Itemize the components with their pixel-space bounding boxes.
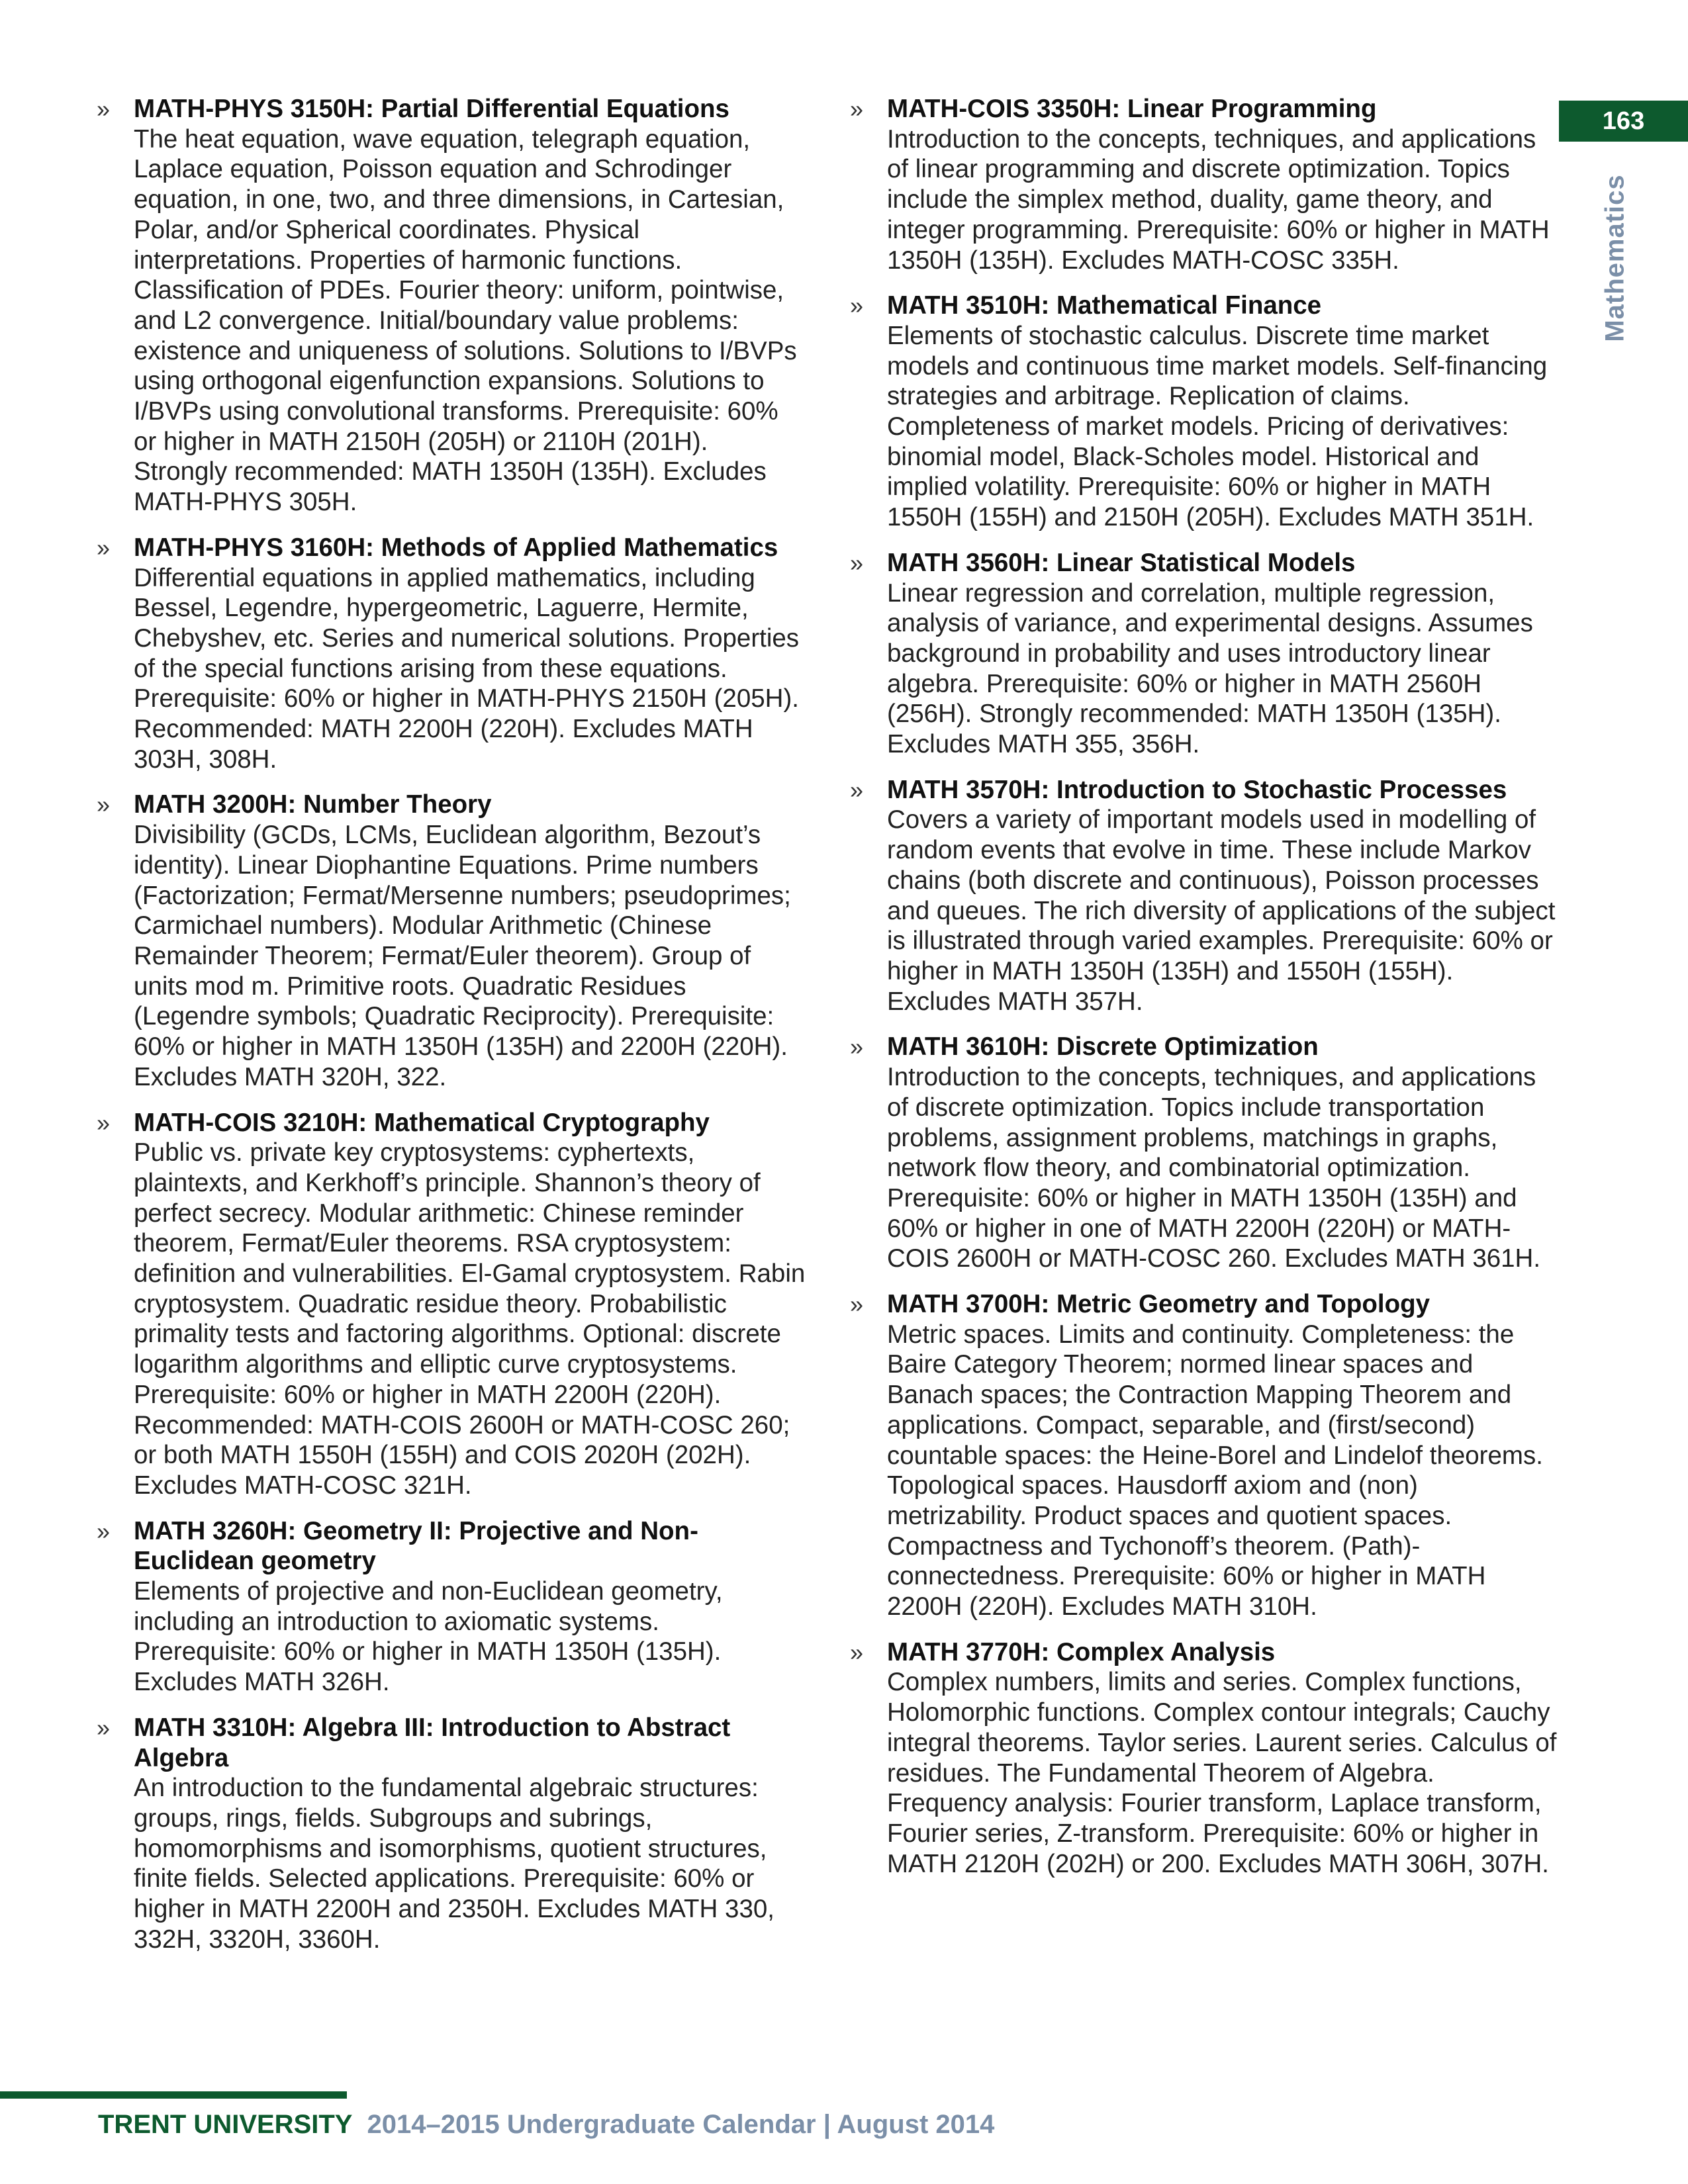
footer-org: TRENT UNIVERSITY xyxy=(98,2110,353,2139)
course-title: MATH 3610H: Discrete Optimization xyxy=(887,1032,1319,1062)
course-list-right xyxy=(846,94,1561,1894)
course-entry xyxy=(846,1032,1561,1274)
course-description: Metric spaces. Limits and continuity. Completeness: the Baire Category Theorem; normed linear spaces and Banach spaces; the Contraction Mapping Theorem and applications. Compact, separable, and (first/second) countable spaces: the Heine-Borel and Lindelof theorems. Topological spaces. Hausdorff axiom and (non) metrizability. Product spaces and quotient spaces. Compactness and Tychonoff’s theorem. (Path)-connectedness. Prerequisite: 60% or higher in MATH 2200H (220H). Excludes MATH 310H. xyxy=(887,1320,1543,1621)
course-entry xyxy=(846,548,1561,760)
course-entry xyxy=(93,94,808,518)
course-entry xyxy=(846,291,1561,533)
course-entry xyxy=(93,1516,808,1698)
course-description: Divisibility (GCDs, LCMs, Euclidean algorithm, Bezout’s identity). Linear Diophantine Equations. Prime numbers (Factorization; Fermat/Mersenne numbers; pseudoprimes; Carmichael numbers). Modular Arithmetic (Chinese Remainder Theorem; Fermat/Euler theorem). Group of units mod m. Primitive roots. Quadratic Residues (Legendre symbols; Quadratic Reciprocity). Prerequisite: 60% or higher in MATH 1350H (135H) and 2200H (220H). Excludes MATH 320H, 322. xyxy=(134,821,791,1091)
footer-rule xyxy=(0,2091,347,2099)
course-description: Elements of stochastic calculus. Discrete time market models and continuous time market models. Self-financing strategies and arbitrage. Replication of claims. Completeness of market models. Pricing of derivatives: binomial model, Black-Scholes model. Historical and implied volatility. Prerequisite: 60% or higher in MATH 1550H (155H) and 2150H (205H). Excludes MATH 351H. xyxy=(887,321,1548,532)
course-description: Complex numbers, limits and series. Complex functions, Holomorphic functions. Complex contour integrals; Cauchy integral theorems. Taylor series. Laurent series. Calculus of residues. The Fundamental Theorem of Algebra. Frequency analysis: Fourier transform, Laplace transform, Fourier series, Z-transform. Prerequisite: 60% or higher in MATH 2120H (202H) or 200. Excludes MATH 306H, 307H. xyxy=(887,1668,1557,1878)
course-title: MATH 3570H: Introduction to Stochastic Processes xyxy=(887,775,1507,804)
course-description: Covers a variety of important models used in modelling of random events that evolve in time. These include Markov chains (both discrete and continuous), Poisson processes and queues. The rich diversity of applications of the subject is illustrated through varied examples. Prerequisite: 60% or higher in MATH 1350H (135H) and 1550H (155H). Excludes MATH 357H. xyxy=(887,805,1556,1016)
bullet-icon: » xyxy=(850,1638,864,1666)
course-description: Differential equations in applied mathematics, including Bessel, Legendre, hypergeometric, Laguerre, Hermite, Chebyshev, etc. Series and numerical solutions. Properties of the special functions arising from these equations. Prerequisite: 60% or higher in MATH-PHYS 2150H (205H). Recommended: MATH 2200H (220H). Excludes MATH 303H, 308H. xyxy=(134,563,800,774)
section-label: Mathematics xyxy=(1600,174,1630,342)
footer xyxy=(98,2110,994,2140)
course-description: Elements of projective and non-Euclidean geometry, including an introduction to axiomatic systems. Prerequisite: 60% or higher in MATH 1350H (135H). Excludes MATH 326H. xyxy=(134,1577,723,1697)
course-title: MATH-COIS 3350H: Linear Programming xyxy=(887,95,1377,123)
course-title: MATH-PHYS 3150H: Partial Differential Equations xyxy=(134,95,729,123)
bullet-icon: » xyxy=(850,95,864,122)
course-title: MATH-COIS 3210H: Mathematical Cryptography xyxy=(134,1108,710,1137)
course-title: MATH 3510H: Mathematical Finance xyxy=(887,291,1322,320)
bullet-icon: » xyxy=(850,776,864,803)
course-list-left xyxy=(93,94,808,1970)
course-title: MATH-PHYS 3160H: Methods of Applied Mathematics xyxy=(134,533,778,562)
bullet-icon: » xyxy=(97,1517,111,1545)
course-entry xyxy=(93,1108,808,1501)
bullet-icon: » xyxy=(850,1291,864,1318)
bullet-icon: » xyxy=(850,1033,864,1061)
course-entry xyxy=(846,775,1561,1017)
course-entry xyxy=(846,1289,1561,1622)
course-description: Linear regression and correlation, multiple regression, analysis of variance, and experimental designs. Assumes background in probability and uses introductory linear algebra. Prerequisite: 60% or higher in MATH 2560H (256H). Strongly recommended: MATH 1350H (135H). Excludes MATH 355, 356H. xyxy=(887,578,1533,759)
course-title: MATH 3310H: Algebra III: Introduction to Abstract Algebra xyxy=(134,1713,731,1772)
course-title: MATH 3200H: Number Theory xyxy=(134,790,492,819)
page-number: 163 xyxy=(1559,101,1688,142)
bullet-icon: » xyxy=(850,292,864,320)
course-description: Introduction to the concepts, techniques, and applications of linear programming and discrete optimization. Topics include the simplex method, duality, game theory, and integer programming. Prerequisite: 60% or higher in MATH 1350H (135H). Excludes MATH-COSC 335H. xyxy=(887,124,1550,275)
bullet-icon: » xyxy=(97,1713,111,1741)
bullet-icon: » xyxy=(850,549,864,576)
bullet-icon: » xyxy=(97,1109,111,1136)
course-title: MATH 3770H: Complex Analysis xyxy=(887,1637,1276,1666)
course-entry xyxy=(93,1713,808,1955)
course-entry xyxy=(93,790,808,1092)
course-title: MATH 3260H: Geometry II: Projective and Non-Euclidean geometry xyxy=(134,1516,698,1576)
course-description: The heat equation, wave equation, telegraph equation, Laplace equation, Poisson equation and Schrodinger equation, in one, two, and three dimensions, in Cartesian, Polar, and/or Spherical coordinates. Physical interpretations. Properties of harmonic functions. Classification of PDEs. Fourier theory: uniform, pointwise, and L2 convergence. Initial/boundary value problems: existence and uniqueness of solutions. Solutions to I/BVPs using orthogonal eigenfunction expansions. Solutions to I/BVPs using convolutional transforms. Prerequisite: 60% or higher in MATH 2150H (205H) or 2110H (201H). Strongly recommended: MATH 1350H (135H). Excludes MATH-PHYS 305H. xyxy=(134,124,797,517)
footer-calendar: 2014–2015 Undergraduate Calendar | August 2014 xyxy=(367,2110,995,2139)
bullet-icon: » xyxy=(97,533,111,561)
course-description: Introduction to the concepts, techniques, and applications of discrete optimization. Topics include transportation problems, assignment problems, matchings in graphs, network flow theory, and combinatorial optimization. Prerequisite: 60% or higher in MATH 1350H (135H) and 60% or higher in one of MATH 2200H (220H) or MATH-COIS 2600H or MATH-COSC 260. Excludes MATH 361H. xyxy=(887,1063,1541,1273)
bullet-icon: » xyxy=(97,791,111,819)
course-entry xyxy=(846,94,1561,275)
course-title: MATH 3700H: Metric Geometry and Topology xyxy=(887,1290,1430,1319)
course-description: An introduction to the fundamental algebraic structures: groups, rings, fields. Subgroups and subrings, homomorphisms and isomorphisms, quotient structures, finite fields. Selected applications. Prerequisite: 60% or higher in MATH 2200H and 2350H. Excludes MATH 330, 332H, 3320H, 3360H. xyxy=(134,1774,774,1954)
bullet-icon: » xyxy=(97,95,111,122)
course-description: Public vs. private key cryptosystems: cyphertexts, plaintexts, and Kerkhoff’s principle. Shannon’s theory of perfect secrecy. Modular arithmetic: Chinese reminder theorem, Fermat/Euler theorems. RSA cryptosystem: definition and vulnerabilities. El-Gamal cryptosystem. Rabin cryptosystem. Quadratic residue theory. Probabilistic primality tests and factoring algorithms. Optional: discrete logarithm algorithms and elliptic curve cryptosystems. Prerequisite: 60% or higher in MATH 2200H (220H). Recommended: MATH-COIS 2600H or MATH-COSC 260; or both MATH 1550H (155H) and COIS 2020H (202H). Excludes MATH-COSC 321H. xyxy=(134,1138,806,1500)
course-entry xyxy=(846,1637,1561,1880)
course-entry xyxy=(93,533,808,775)
course-title: MATH 3560H: Linear Statistical Models xyxy=(887,548,1356,577)
